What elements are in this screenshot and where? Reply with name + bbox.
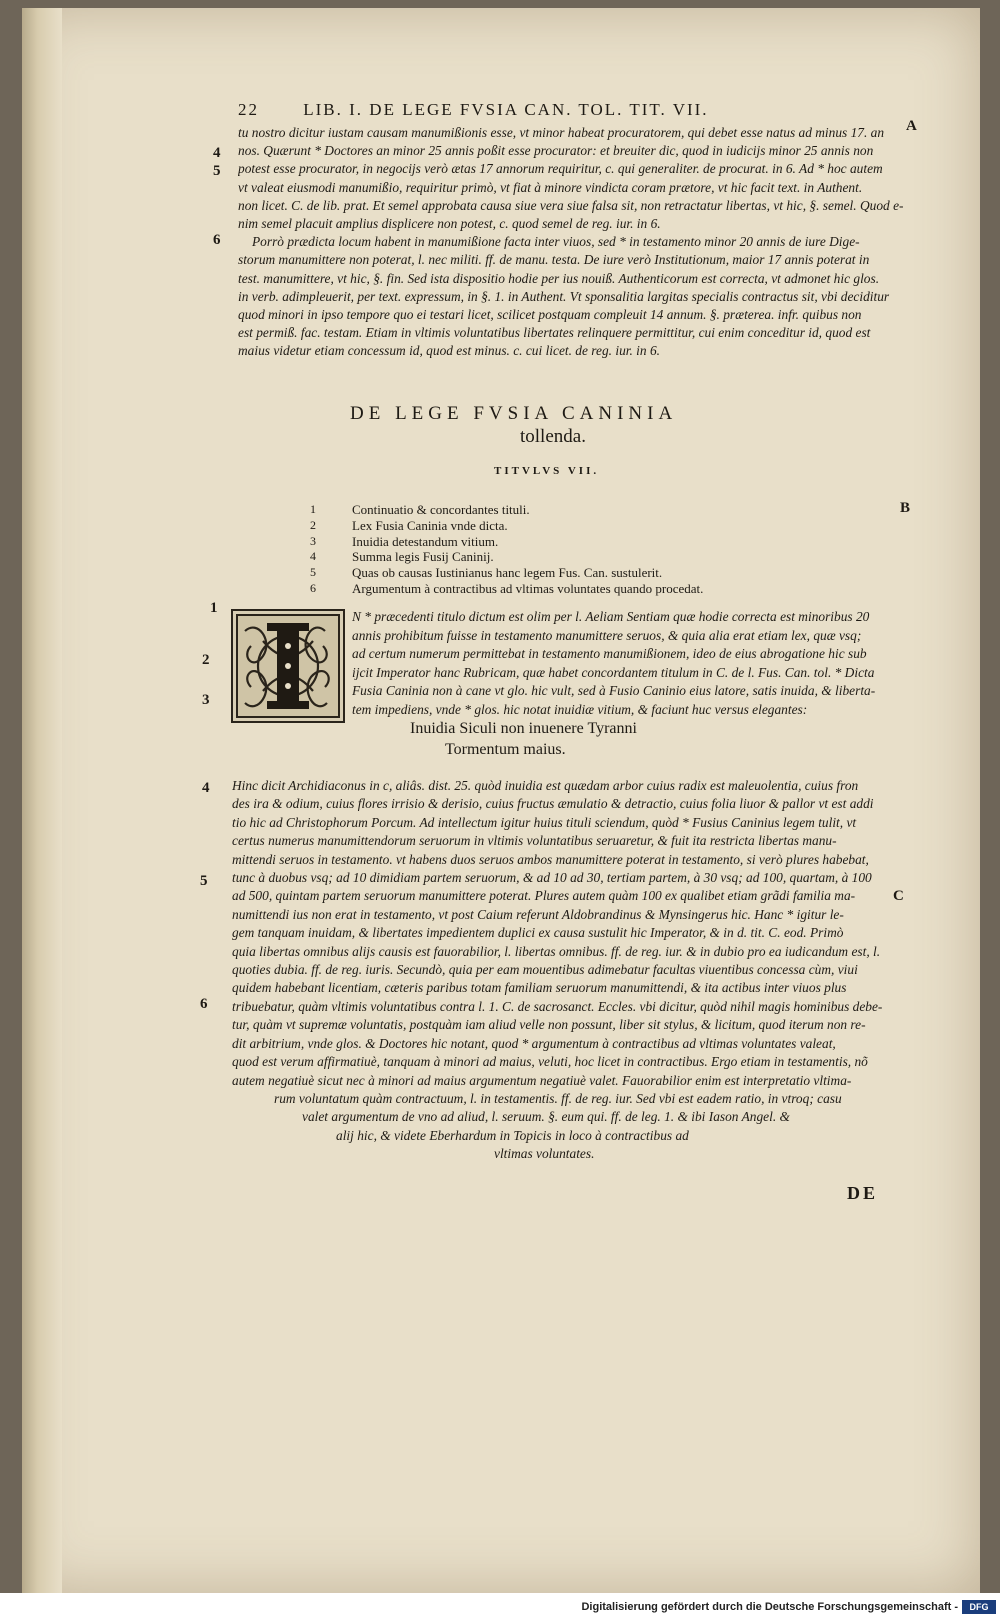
text-line: tu nostro dicitur iustam causam manumißionis esse, vt minor habeat procuratorem, qui debet esse natus ad minus 17. an [238,125,885,140]
text-line: test. manumittere, vt hic, §. fin. Sed ista dispositio hodie per ius nouiß. Authenticorum est correcta, vt admonet hic glos. [238,270,880,286]
margin-number: 6 [213,232,221,248]
margin-number: 3 [202,692,210,708]
text-line: annis prohibitum fuisse in testamento manumittere seruos, & quia alia erat etiam lex, quæ vsq; [352,627,862,643]
text-line: valet argumentum de vno ad aliud, l. seruum. §. eum qui. ff. de leg. 1. & ibi Iason Angel. & [302,1109,790,1125]
summary-item: 6 Argumentum à contractibus ad vltimas voluntates quando procedat. [310,580,704,596]
running-head-title: LIB. I. DE LEGE FVSIA CAN. TOL. TIT. VII. [303,100,709,119]
margin-number: 4 [213,145,221,161]
text-line: ad 500, quintam partem seruorum manumittere poterat. Plures autem quàm 100 ex qualibet etiam grãdi familia ma- [232,888,856,904]
text-line: quidem habebant licentiam, cæteris paribus totam familiam seruorum manumittendi, & ita actibus inter viuos plus [232,980,847,996]
top-paragraph [238,124,928,361]
text-line: des ira & odium, cuius flores irrisio & derisio, cuius fructus æmulatio & detractio, cuius folia liuor & pallor vt est addi [232,796,874,812]
catchword: DE [847,1183,879,1203]
text-line: quia libertas omnibus alijs causis est fauorabilior, l. libertas omnibus. ff. de reg. iur. & in dubio pro ea iudicandum est, l. [232,943,881,959]
text-line: vt valeat eiusmodi manumißio, requiritur primò, vt fiat à minore vindicta coram prætore, vt hic facit text. in Authent. [238,179,863,195]
text-line: certus numerus manumittendorum seruorum in vltimis voluntatibus seruaretur, & fuit ita restricta libertas manu- [232,833,837,849]
text-line: ijcit Imperator hanc Rubricam, quæ habet concordantem titulum in C. de l. Fus. Can. tol. * Dicta [352,664,875,680]
text-line: quoties dubia. ff. de reg. iuris. Secundò, quia per eam mouentibus adimebatur facultas viuentibus concessa cùm, viui [232,962,858,978]
page-spine-shadow [22,8,62,1593]
running-head [238,100,938,120]
text-line: in verb. adimpleuerit, per text. expressum, in §. 1. in Authent. Vt sponsalitia largitas specialis contractus sit, vbi deciditur [238,288,890,304]
intro-paragraph [352,608,942,719]
text-line: rum voluntatum quàm contractuum, l. in testamentis. ff. de reg. iur. Sed vbi est eadem ratio, in vtroq; casu [274,1090,842,1106]
text-line: maius videtur etiam concessum id, quod est minus. c. cui licet. de reg. iur. in 6. [238,343,660,359]
folio-number: 22 [238,100,259,119]
margin-number: 5 [200,873,208,889]
text-line: mittendi seruos in testamento. vt habens duos seruos ambos manumittere poterat in testamento, si verò plures habebat, [232,851,869,867]
margin-letter: A [906,118,917,134]
summary-item: 3 Inuidia detestandum vitium. [310,533,499,549]
decorated-initial [231,609,345,723]
text-line: Hinc dicit Archidiaconus in c, aliâs. dist. 25. quòd inuidia est quædam arbor cuius radix est maleuolentia, cuius fron [232,778,859,793]
margin-number: 5 [213,163,221,179]
margin-number: 2 [202,652,210,668]
text-line: numittendi ius non erat in testamento, vt post Caium referunt Aldobrandinus & Mynsingerus hic. Hanc * igitur le- [232,906,844,922]
margin-letter: C [893,888,904,904]
text-line: ad certum numerum permittebat in testamento manumißionem, ideo de eius abrogatione hic sub [352,646,867,661]
summary-item: 1 Continuatio & concordantes tituli. [310,502,530,517]
summary-item: 5 Quas ob causas Iustinianus hanc legem Fus. Can. sustulerit. [310,565,663,581]
text-line: Fusia Caninia non à cane vt glo. hic vult, sed à Fusio Caninio eius latore, satis inuida, & liberta- [352,683,876,698]
text-line: nos. Quærunt * Doctores an minor 25 annis poßit esse procurator: et breuiter dic, quod in iudicijs minor 25 annis non [238,143,874,159]
text-line: storum manumittere non poterat, l. nec militi. ff. de manu. testa. De iure verò Institutionum, maior 17 annis poterat in [238,252,870,268]
text-line: non licet. C. de lib. prat. Et semel approbata causa siue vera siue falsa sit, non retractatur libertas, vt hic, §. semel. Quod e- [238,197,904,213]
text-line: Porrò prædicta locum habent in manumißione facta inter viuos, sed * in testamento minor 20 annis de iure Dige- [252,234,860,250]
text-line: tribuebatur, quàm vltimis voluntatibus contra l. 1. C. de sacrosanct. Eccles. vbi dicitur, quòd nihil magis hominibus debe- [232,998,883,1014]
margin-number: 6 [200,996,208,1012]
dfg-logo: DFG [962,1600,996,1614]
ornament-initial-icon [233,611,343,721]
margin-number: 4 [202,780,210,796]
verse-line: Tormentum maius. [445,741,566,758]
chapter-title: DE LEGE FVSIA CANINIA [350,403,678,424]
text-line: N * præcedenti titulo dictum est olim per l. Aeliam Sentiam quæ hodie correcta est minoribus 20 [352,609,870,624]
funding-credit: Digitalisierung gefördert durch die Deutsche Forschungsgemeinschaft - [581,1601,958,1613]
text-line: potest esse procurator, in negocijs verò ætas 17 annorum requiritur, c. qui generaliter. de procurat. in 6. Ad * hoc autem [238,161,883,177]
summary-list [310,502,830,597]
verse-line: Inuidia Siculi non inuenere Tyranni [410,720,637,737]
text-line: tunc à duobus vsq; ad 10 dimidiam partem seruorum, & ad 10 ad 30, tertiam partem, à 30 vsq; ad 100, quartam, à 100 [232,870,872,886]
text-line: tur, quàm vt supremæ voluntatis, postquàm iam aliud velle non possunt, liber sit stylus, & licitum, quod iterum non re- [232,1017,866,1033]
text-line: nim semel placuit amplius displicere non potest, c. quod semel de reg. iur. in 6. [238,216,661,232]
margin-letter: B [900,500,911,516]
text-line: dit arbitrium, vnde glos. & Doctores hic notant, quod * argumentum à contractibus ad vltimas voluntates valeat, [232,1035,836,1051]
margin-number: 1 [210,600,218,616]
text-line: autem negatiuè sicut nec à minori ad maius argumentum negatiuè valet. Fauorabilior enim est interpretatio vltima- [232,1072,852,1088]
text-line: vltimas voluntates. [494,1146,595,1162]
text-line: alij hic, & videte Eberhardum in Topicis in loco à contractibus ad [336,1127,689,1143]
text-line: gem tanquam inuidam, & libertates impedientem duplici ex causa sustulit hic Imperator, & in d. tit. C. eod. Primò [232,925,844,941]
digitization-footer [0,1593,1000,1623]
summary-item: 4 Summa legis Fusij Caninij. [310,549,494,565]
text-line: est permiß. fac. testam. Etiam in vltimis voluntatibus libertates relinquere permittitur, cui enim conceditur id, quod est [238,325,871,341]
summary-item: 2 Lex Fusia Caninia vnde dicta. [310,517,508,533]
text-line: quod est verum affirmatiuè, tanquam à minori ad maius, veluti, hoc licet in contractibus. Ergo etiam in testamentis, nõ [232,1054,868,1070]
text-line: quod minori in ipso tempore quo ei testari licet, scilicet postquam compleuit 14 annum. §. præterea. infr. quibus non [238,307,862,323]
chapter-subtitle: TITVLVS VII. [494,465,600,477]
text-line: tio hic ad Christophorum Porcum. Ad intellectum igitur huius tituli sciendum, quòd * Fusius Caninius legem tulit, vt [232,814,857,830]
chapter-title-line2: tollenda. [520,426,586,447]
body-paragraph [232,777,932,1164]
text-line: tem impediens, vnde * glos. hic notat inuidiæ vitium, & faciunt huc versus elegantes: [352,701,808,717]
